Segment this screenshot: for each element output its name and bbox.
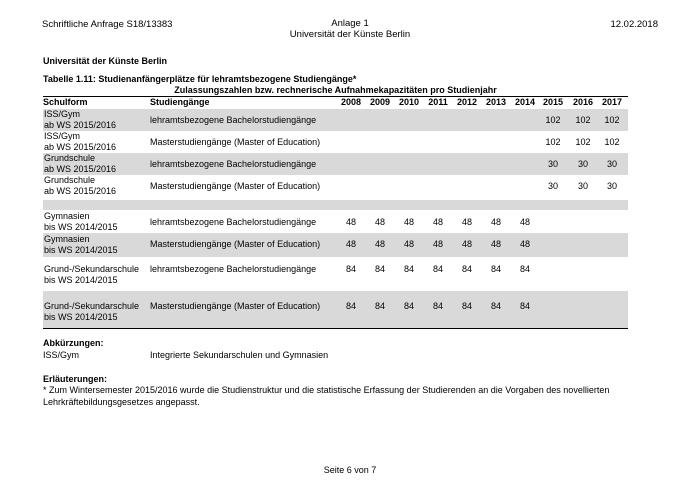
value-cell: 84 <box>519 301 530 311</box>
studiengang: Masterstudiengänge (Master of Education) <box>150 301 321 311</box>
annex-heading <box>0 18 700 40</box>
value-cell: 84 <box>345 301 356 311</box>
table-row <box>43 153 628 175</box>
abbreviation-term: ISS/Gym <box>43 350 80 360</box>
value-cell: 30 <box>577 181 588 191</box>
schulform-name: ISS/Gym <box>44 131 81 141</box>
value-cell: 84 <box>490 301 501 311</box>
value-cell: 102 <box>575 115 591 125</box>
studiengang: Masterstudiengänge (Master of Education) <box>150 137 321 147</box>
value-cell: 48 <box>490 239 501 249</box>
schulform-name: Grundschule <box>44 153 96 163</box>
document-reference: Schriftliche Anfrage S18/13383 <box>42 19 173 30</box>
value-cell: 84 <box>374 264 385 274</box>
col-header-year: 2010 <box>398 97 420 107</box>
schulform-period: bis WS 2014/2015 <box>44 222 118 232</box>
value-cell: 30 <box>547 181 558 191</box>
value-cell: 30 <box>547 159 558 169</box>
value-cell: 84 <box>345 264 356 274</box>
value-cell: 30 <box>606 181 617 191</box>
page-number: Seite 6 von 7 <box>323 465 377 475</box>
schulform-name: Grund-/Sekundarschule <box>44 301 140 311</box>
table-header-row <box>43 96 628 110</box>
table-row <box>43 131 628 153</box>
schulform-period: ab WS 2015/2016 <box>44 120 117 130</box>
value-cell: 48 <box>461 239 472 249</box>
col-header-schulform: Schulform <box>43 97 88 107</box>
studiengang: lehramtsbezogene Bachelorstudiengänge <box>150 264 317 274</box>
value-cell: 48 <box>519 239 530 249</box>
value-cell: 102 <box>545 115 561 125</box>
col-header-year: 2017 <box>601 97 623 107</box>
note-line: * Zum Wintersemester 2015/2016 wurde die Studienstruktur und die statistische Erfassung der Studierenden an die Vorgaben des novellierten <box>43 385 610 395</box>
value-cell: 84 <box>519 264 530 274</box>
col-header-year: 2011 <box>428 97 448 107</box>
col-header-year: 2012 <box>456 97 478 107</box>
table-row <box>43 175 628 197</box>
value-cell: 84 <box>403 264 414 274</box>
value-cell: 48 <box>374 239 385 249</box>
annex-label: Anlage 1 <box>331 18 369 29</box>
abbreviations-heading: Abkürzungen: <box>43 338 104 348</box>
value-cell: 84 <box>490 264 501 274</box>
value-cell: 48 <box>461 217 472 227</box>
table-super-header: Zulassungszahlen bzw. rechnerische Aufnahmekapazitäten pro Studienjahr <box>174 85 497 95</box>
value-cell: 84 <box>461 301 472 311</box>
value-cell: 30 <box>606 159 617 169</box>
value-cell: 84 <box>374 301 385 311</box>
separator-band <box>43 200 628 210</box>
abbreviation-definition: Integrierte Sekundarschulen und Gymnasien <box>150 350 329 360</box>
notes-heading: Erläuterungen: <box>43 374 108 384</box>
value-cell: 48 <box>490 217 501 227</box>
value-cell: 48 <box>403 217 414 227</box>
annex-institution: Universität der Künste Berlin <box>289 29 411 40</box>
value-cell: 48 <box>519 217 530 227</box>
col-header-year: 2013 <box>485 97 507 107</box>
schulform-period: bis WS 2014/2015 <box>44 245 118 255</box>
table-row <box>43 291 628 329</box>
value-cell: 84 <box>432 301 443 311</box>
table-row <box>43 109 628 131</box>
value-cell: 84 <box>432 264 443 274</box>
schulform-name: Gymnasien <box>44 234 90 244</box>
document-date: 12.02.2018 <box>610 19 658 30</box>
value-cell: 102 <box>575 137 591 147</box>
schulform-period: ab WS 2015/2016 <box>44 142 117 152</box>
schulform-name: Grund-/Sekundarschule <box>44 264 140 274</box>
studiengang: Masterstudiengänge (Master of Education) <box>150 181 321 191</box>
table-title: Tabelle 1.11: Studienanfängerplätze für lehramtsbezogene Studiengänge* <box>43 74 357 84</box>
studiengang: lehramtsbezogene Bachelorstudiengänge <box>150 115 317 125</box>
schulform-period: ab WS 2015/2016 <box>44 186 117 196</box>
value-cell: 102 <box>604 137 620 147</box>
value-cell: 84 <box>461 264 472 274</box>
value-cell: 48 <box>345 217 356 227</box>
table-row <box>43 211 628 233</box>
col-header-studiengaenge: Studiengänge <box>150 97 210 107</box>
value-cell: 48 <box>345 239 356 249</box>
value-cell: 48 <box>403 239 414 249</box>
value-cell: 48 <box>374 217 385 227</box>
schulform-period: bis WS 2014/2015 <box>44 312 118 322</box>
table-row <box>43 233 628 257</box>
note-line: Lehrkräftebildungsgesetzes angepasst. <box>43 397 200 407</box>
schulform-period: bis WS 2014/2015 <box>44 275 118 285</box>
studiengang: Masterstudiengänge (Master of Education) <box>150 239 321 249</box>
value-cell: 48 <box>432 239 443 249</box>
schulform-name: Gymnasien <box>44 211 90 221</box>
studiengang: lehramtsbezogene Bachelorstudiengänge <box>150 159 317 169</box>
value-cell: 102 <box>545 137 561 147</box>
studiengang: lehramtsbezogene Bachelorstudiengänge <box>150 217 317 227</box>
value-cell: 102 <box>604 115 620 125</box>
col-header-year: 2015 <box>542 97 564 107</box>
schulform-name: Grundschule <box>44 175 96 185</box>
institution-title: Universität der Künste Berlin <box>43 56 168 66</box>
value-cell: 84 <box>403 301 414 311</box>
value-cell: 30 <box>577 159 588 169</box>
schulform-name: ISS/Gym <box>44 109 81 119</box>
schulform-period: ab WS 2015/2016 <box>44 164 117 174</box>
table-row <box>43 257 628 291</box>
col-header-year: 2014 <box>514 97 536 107</box>
col-header-year: 2016 <box>572 97 594 107</box>
col-header-year: 2009 <box>369 97 391 107</box>
value-cell: 48 <box>432 217 443 227</box>
col-header-year: 2008 <box>340 97 362 107</box>
